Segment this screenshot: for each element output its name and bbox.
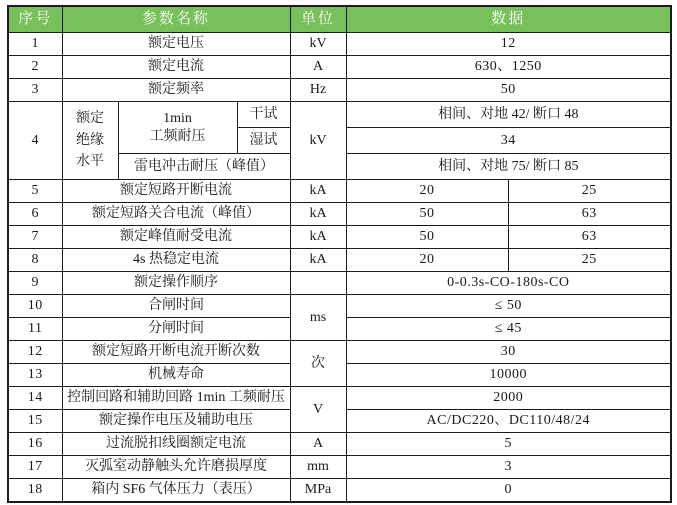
row-param: 箱内 SF6 气体压力（表压） [62, 479, 290, 502]
table-row [8, 479, 671, 502]
row-data: 34 [346, 128, 671, 154]
row-data: 3 [346, 456, 671, 479]
row-no: 10 [8, 295, 62, 318]
row-data: 50 [346, 79, 671, 102]
freq-line: 1min [163, 111, 192, 126]
row-unit: kA [290, 249, 346, 272]
header-param: 参数名称 [62, 6, 290, 33]
row-no: 3 [8, 79, 62, 102]
spec-table [7, 5, 672, 503]
row-unit: A [290, 433, 346, 456]
row-data-left: 20 [346, 249, 508, 272]
row-no: 12 [8, 341, 62, 364]
row-data: 0-0.3s-CO-180s-CO [346, 272, 671, 295]
table-row [8, 433, 671, 456]
wet-test-cell: 湿试 [237, 128, 290, 154]
row-no: 7 [8, 226, 62, 249]
table-row [8, 341, 671, 364]
row-no: 5 [8, 180, 62, 203]
table-row-insulation-dry [8, 102, 671, 128]
row-data: ≤ 45 [346, 318, 671, 341]
header-data: 数据 [346, 6, 671, 33]
row-unit: kV [290, 102, 346, 180]
row-no: 8 [8, 249, 62, 272]
row-data: 0 [346, 479, 671, 502]
row-data: 相间、对地 42/ 断口 48 [346, 102, 671, 128]
row-data: 630、1250 [346, 56, 671, 79]
row-param: 额定短路开断电流开断次数 [62, 341, 290, 364]
row-data-right: 25 [508, 180, 671, 203]
freq-line: 工频耐压 [149, 128, 206, 144]
row-param: 额定操作电压及辅助电压 [62, 410, 290, 433]
spec-table-container [7, 5, 672, 503]
row-no: 18 [8, 479, 62, 502]
row-param: 4s 热稳定电流 [62, 249, 290, 272]
dry-test-cell: 干试 [237, 102, 290, 128]
row-param: 合闸时间 [62, 295, 290, 318]
row-data: 10000 [346, 364, 671, 387]
insulation-line: 绝缘 [76, 132, 104, 148]
insulation-line: 水平 [76, 154, 104, 170]
row-no: 14 [8, 387, 62, 410]
row-unit: kA [290, 226, 346, 249]
row-data-left: 20 [346, 180, 508, 203]
row-no: 9 [8, 272, 62, 295]
row-unit: 次 [290, 341, 346, 387]
row-unit: ms [290, 295, 346, 341]
table-row [8, 56, 671, 79]
row-param: 机械寿命 [62, 364, 290, 387]
lightning-impulse-cell: 雷电冲击耐压（峰值） [118, 154, 290, 180]
table-row [8, 79, 671, 102]
table-row [8, 387, 671, 410]
row-data: AC/DC220、DC110/48/24 [346, 410, 671, 433]
row-param: 额定短路开断电流 [62, 180, 290, 203]
insulation-level-cell [62, 102, 118, 180]
row-no: 15 [8, 410, 62, 433]
header-no: 序号 [8, 6, 62, 33]
row-unit: V [290, 387, 346, 433]
row-data: 2000 [346, 387, 671, 410]
table-row [8, 272, 671, 295]
table-row [8, 295, 671, 318]
row-data-left: 50 [346, 226, 508, 249]
row-unit: kV [290, 33, 346, 56]
table-row [8, 226, 671, 249]
row-param: 过流脱扣线圈额定电流 [62, 433, 290, 456]
row-no: 11 [8, 318, 62, 341]
row-data-left: 50 [346, 203, 508, 226]
row-data-right: 25 [508, 249, 671, 272]
row-param: 额定峰值耐受电流 [62, 226, 290, 249]
row-unit: Hz [290, 79, 346, 102]
row-data: 5 [346, 433, 671, 456]
table-row [8, 249, 671, 272]
table-row [8, 33, 671, 56]
table-row [8, 180, 671, 203]
row-param: 控制回路和辅助回路 1min 工频耐压 [62, 387, 290, 410]
power-frequency-withstand-cell [118, 102, 237, 154]
row-unit: mm [290, 456, 346, 479]
row-data-right: 63 [508, 226, 671, 249]
row-data: 12 [346, 33, 671, 56]
row-no: 17 [8, 456, 62, 479]
row-no: 16 [8, 433, 62, 456]
table-row [8, 456, 671, 479]
row-param: 额定电流 [62, 56, 290, 79]
row-data-right: 63 [508, 203, 671, 226]
row-unit: kA [290, 203, 346, 226]
row-unit: A [290, 56, 346, 79]
row-data: ≤ 50 [346, 295, 671, 318]
row-unit: kA [290, 180, 346, 203]
insulation-line: 额定 [76, 110, 104, 126]
row-param: 额定操作顺序 [62, 272, 290, 295]
row-no: 1 [8, 33, 62, 56]
row-data: 30 [346, 341, 671, 364]
row-no: 4 [8, 102, 62, 180]
row-unit-empty [290, 272, 346, 295]
table-row [8, 203, 671, 226]
row-param: 分闸时间 [62, 318, 290, 341]
header-row [8, 6, 671, 33]
row-param: 灭弧室动静触头允许磨损厚度 [62, 456, 290, 479]
row-no: 2 [8, 56, 62, 79]
row-no: 6 [8, 203, 62, 226]
row-unit: MPa [290, 479, 346, 502]
row-data: 相间、对地 75/ 断口 85 [346, 154, 671, 180]
row-param: 额定短路关合电流（峰值） [62, 203, 290, 226]
row-no: 13 [8, 364, 62, 387]
header-unit: 单位 [290, 6, 346, 33]
row-param: 额定频率 [62, 79, 290, 102]
row-param: 额定电压 [62, 33, 290, 56]
